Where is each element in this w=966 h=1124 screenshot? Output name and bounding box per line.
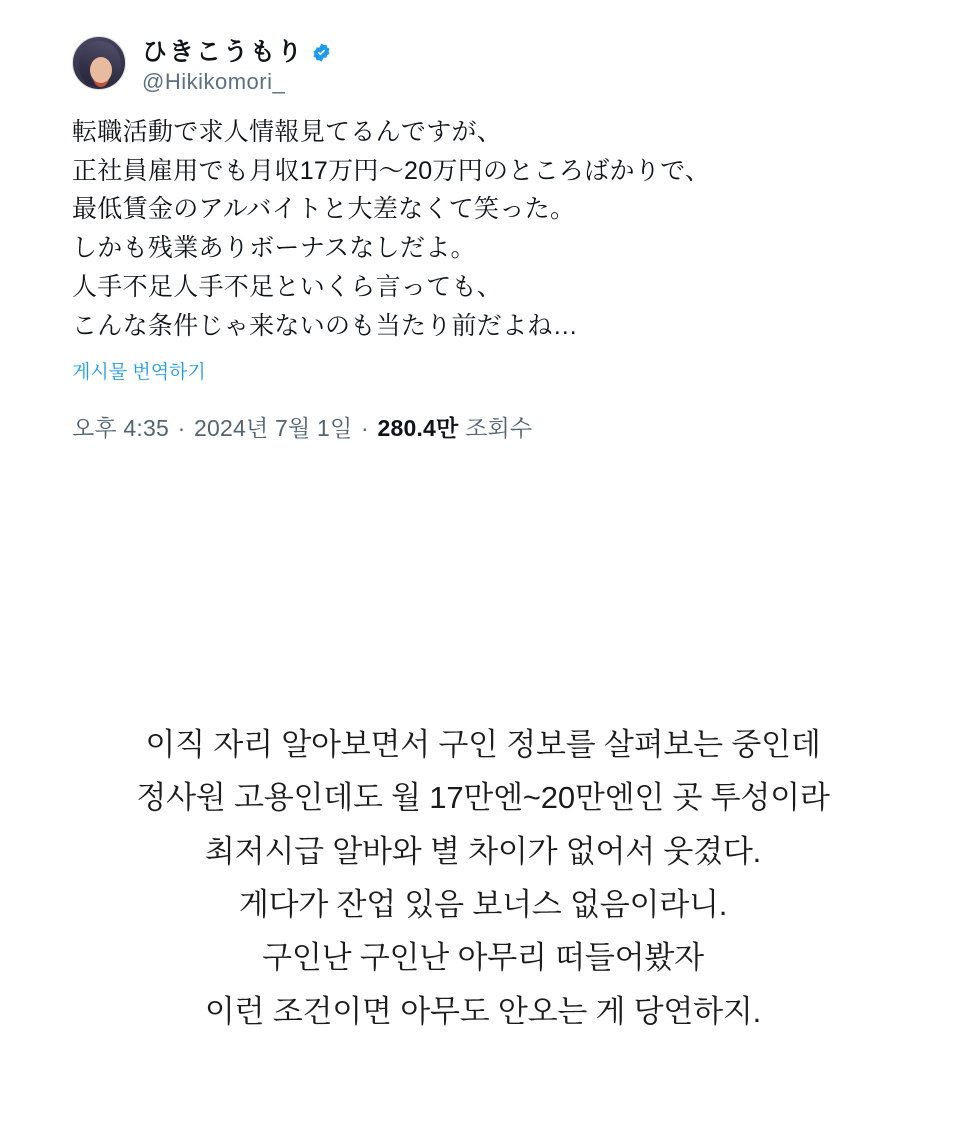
tweet-author [142,36,332,95]
tweet-metadata [72,410,892,443]
author-handle[interactable]: @Hikikomori_ [142,68,286,94]
views-count: 280.4만 [377,415,459,442]
translation-line: 이런 조건이면 아무도 안오는 게 당연하지. [204,993,762,1029]
tweet-text-line: 人手不足人手不足といくら言っても、 [72,272,503,301]
tweet-text-line: こんな条件じゃ来ないのも当たり前だよね… [72,311,579,340]
tweet-card [72,36,892,443]
tweet-header [72,36,892,95]
translation-block [0,718,966,1038]
verified-badge-icon [311,42,332,63]
tweet-date: 2024년 7월 1일 [194,415,353,442]
translation-line: 게다가 잔업 있음 보너스 없음이라니. [238,886,728,922]
author-display-name[interactable]: ひきこうもり [142,38,305,66]
tweet-time: 오후 4:35 [72,415,169,442]
tweet-text-line: 転職活動で求人情報見てるんですが、 [72,117,503,146]
translation-line: 최저시급 알바와 별 차이가 없어서 웃겼다. [204,833,762,869]
tweet-text-line: 最低賃金のアルバイトと大差なくて笑った。 [72,195,576,224]
tweet-text [72,113,892,346]
author-name-row [142,38,332,67]
meta-separator: · [177,415,186,442]
translation-line: 이직 자리 알아보면서 구인 정보를 살펴보는 중인데 [145,727,821,762]
translation-line: 정사원 고용인데도 월 17만엔~20만엔인 곳 투성이라 [136,780,830,816]
tweet-text-line: しかも残業ありボーナスなしだよ。 [72,234,476,262]
translation-line: 구인난 구인난 아무리 떠들어봤자 [262,940,704,976]
meta-separator: · [361,415,369,442]
translate-post-link[interactable]: 게시물 번역하기 [72,362,206,384]
tweet-text-line: 正社員雇用でも月収17万円〜20万円のところばかりで、 [72,156,711,185]
views-label: 조회수 [465,415,533,442]
avatar[interactable] [72,36,126,90]
